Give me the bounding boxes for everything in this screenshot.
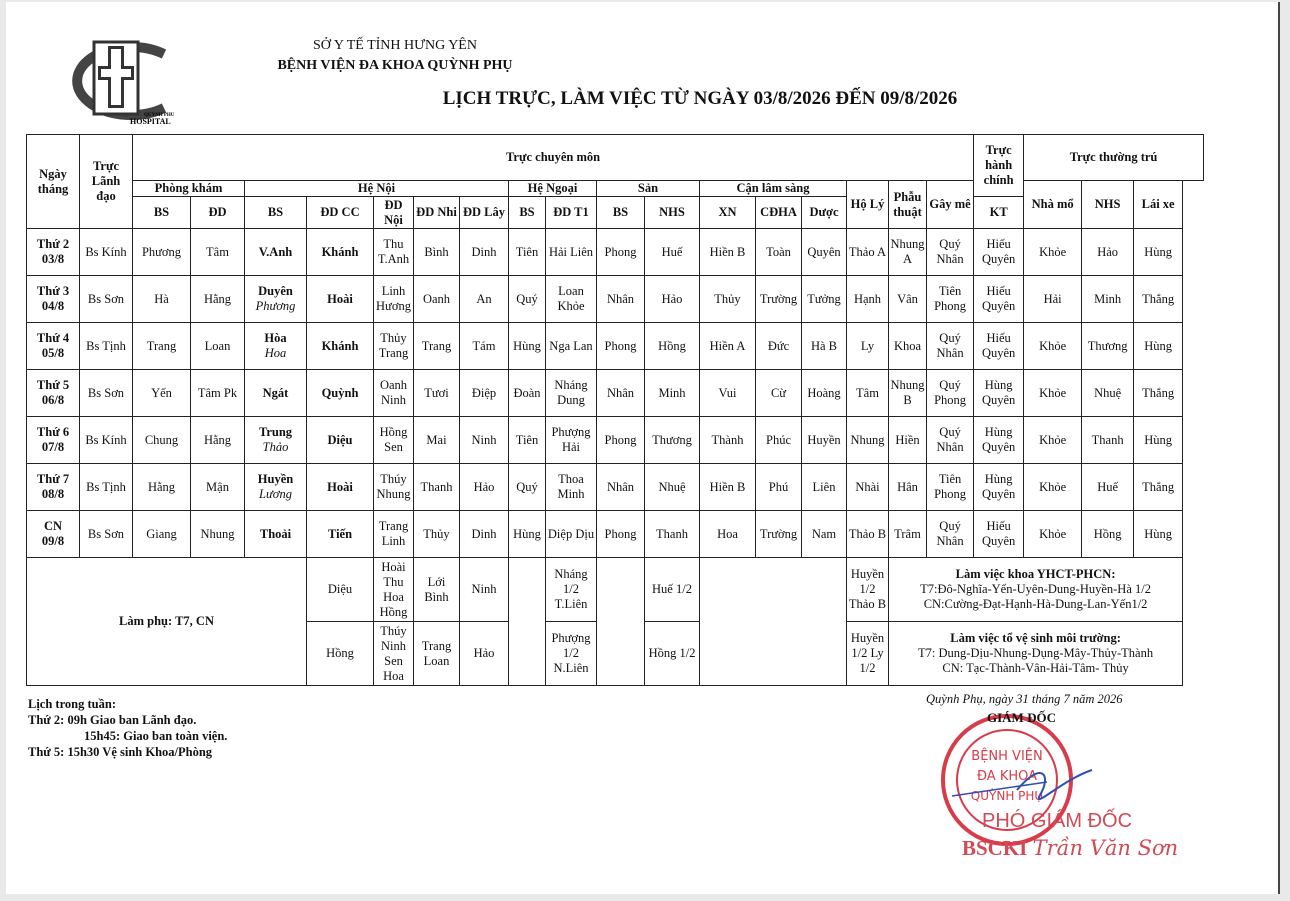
surgeon: Tiên Phong [927,276,974,323]
accounting-staff: Nhung A [889,229,927,276]
internal-doctor-primary: Huyền [257,472,294,486]
signature-date: Quỳnh Phụ, ngày 31 tháng 7 năm 2026 [926,692,1123,706]
signature-subrole: PHÓ GIÁM ĐỐC [982,810,1133,832]
accounting-staff: Hiền [889,417,927,464]
clinic-doctor: Hà [133,276,191,323]
aux-midwife: Hồng 1/2 [645,622,700,686]
obstetrics-midwife: Nhuệ [645,464,700,511]
weekly-line: Thứ 2: 09h Giao ban Lãnh đạo. [28,713,197,727]
schedule-row [27,229,1204,276]
surgery-doctor: Hùng [509,511,546,558]
header-lab: XN [700,197,756,229]
obstetrics-midwife: Hảo [645,276,700,323]
imaging-staff: Toàn [756,229,802,276]
pharmacy-staff: Liên [802,464,847,511]
pediatric-nurse: Thanh [414,464,460,511]
sanitation-line: T7: Dung-Dịu-Nhung-Dụng-Mây-Thủy-Thành [918,646,1154,660]
svg-text:HOSPITAL: HOSPITAL [130,117,171,126]
internal-doctor-primary: V.Anh [258,244,293,259]
driver: Thắng [1134,464,1183,511]
internal-doctor [245,276,307,323]
row-date [27,511,80,558]
operating-room-staff: Khỏe [1024,370,1082,417]
internal-nurse: Oanh Ninh [374,370,414,417]
clinic-nurse: Tâm [191,229,245,276]
pediatric-nurse: Trang [414,323,460,370]
emergency-nurse: Khánh [307,229,374,276]
obstetrics-midwife: Hồng [645,323,700,370]
emergency-nurse: Tiến [307,511,374,558]
header-admin: Trực hành chính [974,135,1024,197]
emergency-nurse: Hoài [307,464,374,511]
infectious-nurse: Ninh [460,417,509,464]
orderly: Thảo A [847,229,889,276]
yhct-notes [889,558,1183,622]
header-obstetrics: Sản [597,181,700,197]
pediatric-nurse: Thủy [414,511,460,558]
t1-nurse: Hải Liên [546,229,597,276]
lab-staff: Hoa [700,511,756,558]
clinic-nurse: Hằng [191,417,245,464]
schedule-row [27,370,1204,417]
internal-nurse: Thúy Nhung [374,464,414,511]
hospital-name: BỆNH VIỆN ĐA KHOA QUỲNH PHỤ [277,58,513,73]
surgery-doctor: Quý [509,464,546,511]
orderly: Nhung [847,417,889,464]
clinic-doctor: Phương [133,229,191,276]
internal-doctor [245,464,307,511]
row-day: Thứ 3 [36,284,70,298]
sanitation-line: CN: Tạc-Thành-Vân-Hải-Tâm- Thủy [942,661,1129,675]
internal-nurse: Hồng Sen [374,417,414,464]
obstetrics-midwife: Thương [645,417,700,464]
row-day: Thứ 5 [36,378,70,392]
clinic-nurse: Nhung [191,511,245,558]
leader-on-duty: Bs Sơn [80,276,133,323]
clinic-doctor: Yến [133,370,191,417]
obstetrics-doctor: Phong [597,511,645,558]
internal-doctor-primary: Duyên [258,284,293,298]
yhct-line: T7:Đô-Nghĩa-Yến-Uyên-Dung-Huyền-Hà 1/2 [920,582,1151,596]
surgeon: Quý Nhân [927,417,974,464]
driver: Hùng [1134,323,1183,370]
internal-doctor-secondary: Thảo [262,440,289,454]
driver: Thắng [1134,276,1183,323]
operating-room-staff: Khỏe [1024,464,1082,511]
svg-text:BỆNH VIỆN: BỆNH VIỆN [971,749,1043,764]
operating-room-staff: Khỏe [1024,229,1082,276]
pediatric-nurse: Mai [414,417,460,464]
imaging-staff: Phú [756,464,802,511]
imaging-staff: Phúc [756,417,802,464]
weekly-line: 15h45: Giao ban toàn viện. [84,729,228,743]
aux-pediatric-nurse: Trang Loan [414,622,460,686]
row-date [27,370,80,417]
midwife: Huế [1082,464,1134,511]
surgery-doctor: Tiên [509,417,546,464]
clinic-nurse: Mận [191,464,245,511]
aux-infectious-nurse: Ninh [460,558,509,622]
t1-nurse: Loan Khỏe [546,276,597,323]
pharmacy-staff: Hà B [802,323,847,370]
signer-fullname: Trần Văn Sơn [1032,836,1179,860]
pharmacy-staff: Quyên [802,229,847,276]
header-paraclinical: Cận lâm sàng [700,181,847,197]
schedule-title: LỊCH TRỰC, LÀM VIỆC TỪ NGÀY 03/8/2026 ĐẾN 09/8/2026 [442,88,958,109]
row-date [27,323,80,370]
midwife: Thương [1082,323,1134,370]
pharmacy-staff: Huyền [802,417,847,464]
aux-orderly: Huyền 1/2 Ly 1/2 [847,622,889,686]
obstetrics-doctor: Nhân [597,276,645,323]
svg-text:QUYNH PHU: QUYNH PHU [144,113,175,118]
row-day: CN [43,519,63,533]
driver: Thắng [1134,370,1183,417]
header-internal-bs: BS [245,197,307,229]
leader-on-duty: Bs Tịnh [80,464,133,511]
lab-staff: Thành [700,417,756,464]
signature-role: GIÁM ĐỐC [987,710,1056,725]
t1-nurse: Diệp Dịu [546,511,597,558]
obstetrics-midwife: Thanh [645,511,700,558]
weekly-line: Thứ 5: 15h30 Vệ sinh Khoa/Phòng [28,745,213,759]
duty-schedule-table [26,134,1204,686]
row-day-date: 09/8 [41,534,65,548]
lab-staff: Hiền B [700,229,756,276]
header-infectious-nurse: ĐD Lây [460,197,509,229]
emergency-nurse: Quỳnh [307,370,374,417]
emergency-nurse: Hoài [307,276,374,323]
header-surgery: Hệ Ngoại [509,181,597,197]
anesthetist: Hiếu Quyên [974,276,1024,323]
pediatric-nurse: Bình [414,229,460,276]
driver: Hùng [1134,229,1183,276]
aux-pediatric-nurse: Lới Bình [414,558,460,622]
schedule-row [27,323,1204,370]
sanitation-notes [889,622,1183,686]
midwife: Hảo [1082,229,1134,276]
orderly: Thảo B [847,511,889,558]
clinic-nurse: Hằng [191,276,245,323]
row-day-date: 08/8 [41,487,65,501]
header-anesthesia: Gây mê [927,181,974,229]
obstetrics-midwife: Huế [645,229,700,276]
sanitation-title: Làm việc tổ vệ sinh môi trường: [950,631,1121,645]
schedule-row [27,464,1204,511]
header-internal: Hệ Nội [245,181,509,197]
internal-doctor [245,511,307,558]
clinic-doctor: Chung [133,417,191,464]
svg-text:QUỲNH PHỤ: QUỲNH PHỤ [970,789,1044,803]
anesthetist: Hiếu Quyên [974,511,1024,558]
row-day-date: 04/8 [41,299,65,313]
anesthetist: Hùng Quyên [974,417,1024,464]
header-obstetrics-bs: BS [597,197,645,229]
header-date: Ngày tháng [27,135,80,229]
surgeon: Quý Nhân [927,511,974,558]
aux-orderly: Huyền 1/2 Thảo B [847,558,889,622]
row-day-date: 05/8 [41,346,65,360]
t1-nurse: Phượng Hải [546,417,597,464]
infectious-nurse: An [460,276,509,323]
anesthetist: Hiếu Quyên [974,323,1024,370]
header-emergency-nurse: ĐD CC [307,197,374,229]
orderly: Ly [847,323,889,370]
lab-staff: Hiền A [700,323,756,370]
row-day: Thứ 2 [36,237,70,251]
imaging-staff: Trường [756,276,802,323]
emergency-nurse: Diệu [307,417,374,464]
leader-on-duty: Bs Sơn [80,511,133,558]
pharmacy-staff: Tưởng [802,276,847,323]
orderly: Nhài [847,464,889,511]
internal-nurse: Thu T.Anh [374,229,414,276]
operating-room-staff: Khỏe [1024,323,1082,370]
surgery-doctor: Hùng [509,323,546,370]
surgeon: Tiên Phong [927,464,974,511]
obstetrics-doctor: Phong [597,229,645,276]
header-pediatric-nurse: ĐD Nhi [414,197,460,229]
leader-on-duty: Bs Kính [80,417,133,464]
imaging-staff: Đức [756,323,802,370]
accounting-staff: Trâm [889,511,927,558]
pharmacy-staff: Nam [802,511,847,558]
row-day-date: 06/8 [41,393,65,407]
lab-staff: Thủy [700,276,756,323]
schedule-row [27,417,1204,464]
aux-t1-nurse: Phượng 1/2 N.Liên [546,622,597,686]
internal-doctor-primary: Ngát [262,385,289,400]
aux-midwife: Huế 1/2 [645,558,700,622]
schedule-row [27,511,1204,558]
schedule-row [27,276,1204,323]
row-day-date: 03/8 [41,252,65,266]
svg-text:ĐA KHOA: ĐA KHOA [976,769,1038,784]
aux-internal-nurse: Hoài Thu Hoa Hồng [374,558,414,622]
header-clinic-bs: BS [133,197,191,229]
internal-doctor-secondary: Phương [255,299,296,313]
clinic-doctor: Trang [133,323,191,370]
row-date [27,229,80,276]
signer-name [962,836,1178,861]
aux-emergency-nurse: Hồng [307,622,374,686]
lab-staff: Hiền B [700,464,756,511]
header-specialty: Trực chuyên môn [133,135,974,181]
midwife: Hồng [1082,511,1134,558]
hospital-logo [44,36,188,126]
surgery-doctor: Quý [509,276,546,323]
row-day-date: 07/8 [41,440,65,454]
header-leader: Trực Lãnh đạo [80,135,133,229]
operating-room-staff: Khỏe [1024,511,1082,558]
internal-doctor-primary: Trung [258,425,293,439]
accounting-staff: Nhung B [889,370,927,417]
surgeon: Quý Nhân [927,323,974,370]
header-operating-room: Nhà mổ [1024,181,1082,229]
pediatric-nurse: Oanh [414,276,460,323]
obstetrics-doctor: Phong [597,417,645,464]
internal-doctor [245,229,307,276]
row-day: Thứ 6 [36,425,70,439]
row-date [27,276,80,323]
internal-doctor-secondary: Lương [259,487,292,501]
internal-doctor [245,370,307,417]
header-surgery-bs: BS [509,197,546,229]
auxiliary-label: Làm phụ: T7, CN [27,558,307,686]
aux-infectious-nurse: Hảo [460,622,509,686]
obstetrics-doctor: Nhân [597,464,645,511]
surgery-doctor: Đoàn [509,370,546,417]
infectious-nurse: Dinh [460,511,509,558]
aux-empty [509,558,546,686]
surgeon: Quý Phong [927,370,974,417]
infectious-nurse: Điệp [460,370,509,417]
header-orderly: Hộ Lý [847,181,889,229]
yhct-line: CN:Cường-Đạt-Hạnh-Hà-Dung-Lan-Yến1/2 [923,597,1148,611]
header-internal-nurse: ĐD Nội [374,197,414,229]
aux-emergency-nurse: Diệu [307,558,374,622]
infectious-nurse: Tám [460,323,509,370]
department-name: SỞ Y TẾ TỈNH HƯNG YÊN [313,38,477,53]
obstetrics-doctor: Phong [597,323,645,370]
internal-nurse: Linh Hương [374,276,414,323]
signer-prefix: BSCKI [962,836,1028,860]
t1-nurse: Thoa Minh [546,464,597,511]
leader-on-duty: Bs Tịnh [80,323,133,370]
surgeon: Quý Nhân [927,229,974,276]
anesthetist: Hiếu Quyên [974,229,1024,276]
lab-staff: Vui [700,370,756,417]
driver: Hùng [1134,417,1183,464]
orderly: Hạnh [847,276,889,323]
midwife: Thanh [1082,417,1134,464]
t1-nurse: Nga Lan [546,323,597,370]
infectious-nurse: Dinh [460,229,509,276]
midwife: Nhuệ [1082,370,1134,417]
clinic-doctor: Giang [133,511,191,558]
t1-nurse: Nháng Dung [546,370,597,417]
internal-doctor-primary: Hòa [264,331,287,345]
accounting-staff: Hân [889,464,927,511]
obstetrics-doctor: Nhân [597,370,645,417]
imaging-staff: Cừ [756,370,802,417]
header-accounting: KT [974,197,1024,229]
internal-doctor-secondary: Hoa [264,346,287,360]
obstetrics-midwife: Minh [645,370,700,417]
header-driver: Lái xe [1134,181,1183,229]
header-clinic-dd: ĐD [191,197,245,229]
header-pharmacy: Dược [802,197,847,229]
header-surgery-res: Phẫu thuật [889,181,927,229]
row-day: Thứ 7 [36,472,70,486]
yhct-title: Làm việc khoa YHCT-PHCN: [955,567,1116,581]
internal-doctor-primary: Thoải [259,526,292,541]
anesthetist: Hùng Quyên [974,464,1024,511]
internal-nurse: Thủy Trang [374,323,414,370]
pediatric-nurse: Tươi [414,370,460,417]
clinic-nurse: Tâm Pk [191,370,245,417]
aux-empty [597,558,645,686]
accounting-staff: Khoa [889,323,927,370]
driver: Hùng [1134,511,1183,558]
internal-doctor [245,417,307,464]
weekly-title: Lịch trong tuần: [28,697,116,711]
operating-room-staff: Khỏe [1024,417,1082,464]
leader-on-duty: Bs Kính [80,229,133,276]
header-obstetrics-nhs: NHS [645,197,700,229]
header-midwife-res: NHS [1082,181,1134,229]
internal-doctor [245,323,307,370]
orderly: Tâm [847,370,889,417]
imaging-staff: Trường [756,511,802,558]
leader-on-duty: Bs Sơn [80,370,133,417]
emergency-nurse: Khánh [307,323,374,370]
row-date [27,417,80,464]
infectious-nurse: Hảo [460,464,509,511]
auxiliary-row [27,558,1204,622]
row-date [27,464,80,511]
header-imaging: CĐHA [756,197,802,229]
internal-nurse: Trang Linh [374,511,414,558]
clinic-nurse: Loan [191,323,245,370]
aux-empty [700,558,847,686]
header-resident: Trực thường trú [1024,135,1204,181]
accounting-staff: Vân [889,276,927,323]
weekly-schedule [28,696,227,760]
anesthetist: Hùng Quyên [974,370,1024,417]
surgery-doctor: Tiên [509,229,546,276]
row-day: Thứ 4 [36,331,70,345]
clinic-doctor: Hằng [133,464,191,511]
header-t1-nurse: ĐD T1 [546,197,597,229]
header-clinic: Phòng khám [133,181,245,197]
pharmacy-staff: Hoàng [802,370,847,417]
operating-room-staff: Hải [1024,276,1082,323]
aux-internal-nurse: Thúy Ninh Sen Hoa [374,622,414,686]
midwife: Minh [1082,276,1134,323]
aux-t1-nurse: Nháng 1/2 T.Liên [546,558,597,622]
